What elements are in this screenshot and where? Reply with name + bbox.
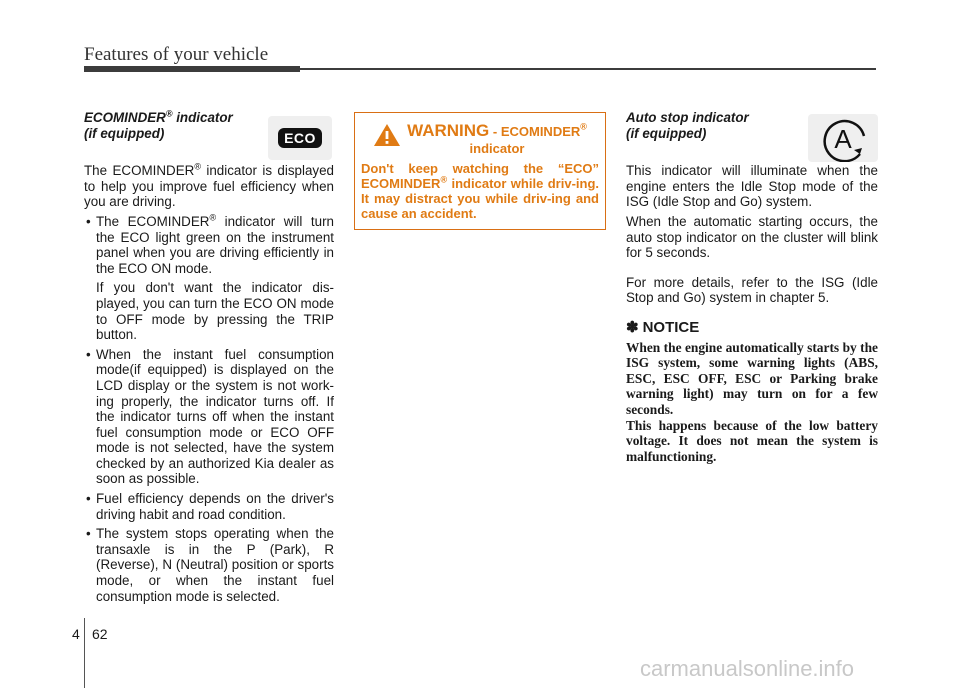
notice-heading: ✽ NOTICE	[626, 318, 700, 336]
list-item: • The ECOMINDER® indicator will turn the ECO light green on the instrument panel when you are driving efficiently in the ECO ON mode. If you don't want the indicator dis-played, you can turn the ECO ON mode to OFF mode by pressing the TRIP button.	[84, 214, 334, 343]
page-number: 62	[92, 626, 108, 642]
auto-stop-heading: Auto stop indicator (if equipped)	[626, 110, 749, 141]
ecominder-bullet-list	[84, 214, 334, 604]
list-item: • When the instant fuel consumption mode(if equipped) is displayed on the LCD display or the system is not work-ing properly, the indicator turns off. If the indicator turns off when the instant fuel consumption mode or ECO OFF mode is not selected, have the system checked by an authorized Kia dealer as soon as possible.	[84, 347, 334, 487]
ecominder-intro: The ECOMINDER® indicator is displayed to help you improve fuel efficiency when you are driving.	[84, 161, 334, 210]
ecominder-heading: ECOMINDER® indicator (if equipped)	[84, 108, 233, 141]
list-item: • The system stops operating when the transaxle is in the P (Park), R (Reverse), N (Neutral) position or sports mode, or when the instant fuel consumption mode is selected.	[84, 526, 334, 604]
notice-body: When the engine automatically starts by the ISG system, some warning lights (ABS, ESC, ESC OFF, ESC or Parking brake warning light) may turn on for a few seconds. This happens because of the low battery voltage. It does not mean the system is malfunctioning.	[626, 339, 878, 464]
chapter-number: 4	[72, 626, 80, 642]
list-item: • Fuel efficiency depends on the driver's driving habit and road condition.	[84, 491, 334, 522]
warning-box	[354, 112, 606, 230]
auto-stop-letter: A	[834, 124, 852, 154]
page-header-title: Features of your vehicle	[84, 44, 269, 65]
right-column	[626, 110, 878, 464]
warning-word: WARNING	[407, 121, 490, 140]
warning-header: WARNING - ECOMINDER® indicator	[355, 113, 605, 157]
warning-subtitle: indicator	[469, 141, 525, 156]
watermark: carmanualsonline.info	[640, 656, 855, 681]
auto-stop-para1: This indicator will illuminate when the engine enters the Idle Stop mode of the ISG (Idle Stop and Go) system.	[626, 163, 878, 210]
auto-stop-para3: For more details, refer to the ISG (Idle Stop and Go) system in chapter 5.	[626, 274, 878, 306]
warning-body: Don't keep watching the “ECO” ECOMINDER® indicator while driv-ing. It may distract you while driv-ing and cause an accident.	[361, 161, 599, 221]
header-rule-thin	[300, 68, 876, 70]
footer-divider	[84, 618, 85, 688]
header-rule-thick	[84, 66, 300, 72]
notice-star-icon: ✽	[626, 318, 639, 336]
eco-indicator-icon	[268, 116, 332, 160]
auto-stop-para2: When the automatic starting occurs, the auto stop indicator on the cluster will blink for 5 seconds.	[626, 213, 878, 261]
eco-badge-label: ECO	[278, 128, 322, 148]
warning-triangle-icon	[373, 123, 401, 147]
left-column	[84, 110, 334, 608]
